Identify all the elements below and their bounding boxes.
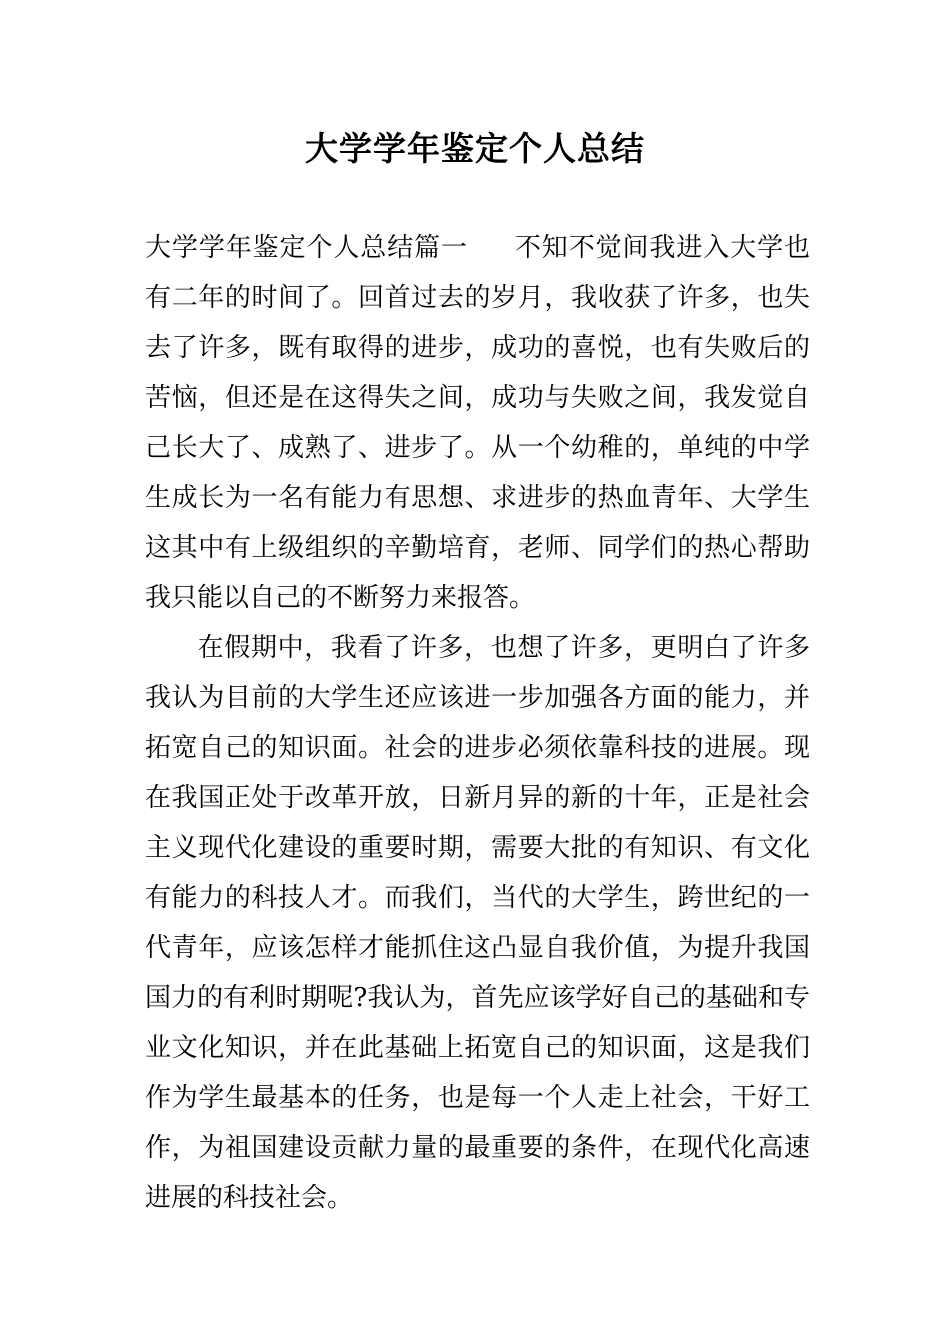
paragraph-line: 在我国正处于改革开放，日新月异的新的十年，正是社会: [145, 783, 810, 813]
paragraph-line: 业文化知识，并在此基础上拓宽自己的知识面，这是我们: [145, 1033, 810, 1063]
paragraph-line: 生成长为一名有能力有思想、求进步的热血青年、大学生: [145, 483, 810, 513]
paragraph-line: 有能力的科技人才。而我们，当代的大学生，跨世纪的一: [145, 883, 810, 913]
paragraph-line: 进展的科技社会。: [145, 1183, 354, 1213]
paragraph-line: 主义现代化建设的重要时期，需要大批的有知识、有文化: [145, 833, 810, 863]
paragraph-line: 国力的有利时期呢?我认为，首先应该学好自己的基础和专: [145, 983, 810, 1013]
paragraph-2-line-1: [145, 623, 810, 673]
paragraph-line: 有二年的时间了。回首过去的岁月，我收获了许多，也失: [145, 283, 810, 313]
paragraph-line: 去了许多，既有取得的进步，成功的喜悦，也有失败后的: [145, 333, 810, 363]
paragraph-line: 作为学生最基本的任务，也是每一个人走上社会，干好工: [145, 1083, 810, 1113]
paragraph-line: 苦恼，但还是在这得失之间，成功与失败之间，我发觉自: [145, 383, 810, 413]
paragraph-line: 我认为目前的大学生还应该进一步加强各方面的能力，并: [145, 683, 810, 713]
paragraph-2-first-line: 在假期中，我看了许多，也想了许多，更明白了许多: [197, 633, 810, 663]
paragraph-line: 作，为祖国建设贡献力量的最重要的条件，在现代化高速: [145, 1133, 810, 1163]
document-title: 大学学年鉴定个人总结: [305, 129, 645, 168]
paragraph-line: 我只能以自己的不断努力来报答。: [145, 583, 536, 613]
paragraph-line: 这其中有上级组织的辛勤培育，老师、同学们的热心帮助: [145, 533, 810, 563]
paragraph-line: 己长大了、成熟了、进步了。从一个幼稚的，单纯的中学: [145, 433, 810, 463]
paragraph-1-line-1-rest: 不知不觉间我进入大学也: [513, 233, 810, 263]
document-body: [145, 223, 810, 1223]
paragraph-line: 拓宽自己的知识面。社会的进步必须依靠科技的进展。现: [145, 733, 810, 763]
paragraph-line: 代青年，应该怎样才能抓住这凸显自我价值，为提升我国: [145, 933, 810, 963]
paragraph-1-line-1: [145, 223, 810, 273]
section-heading: 大学学年鉴定个人总结篇一: [145, 233, 468, 263]
